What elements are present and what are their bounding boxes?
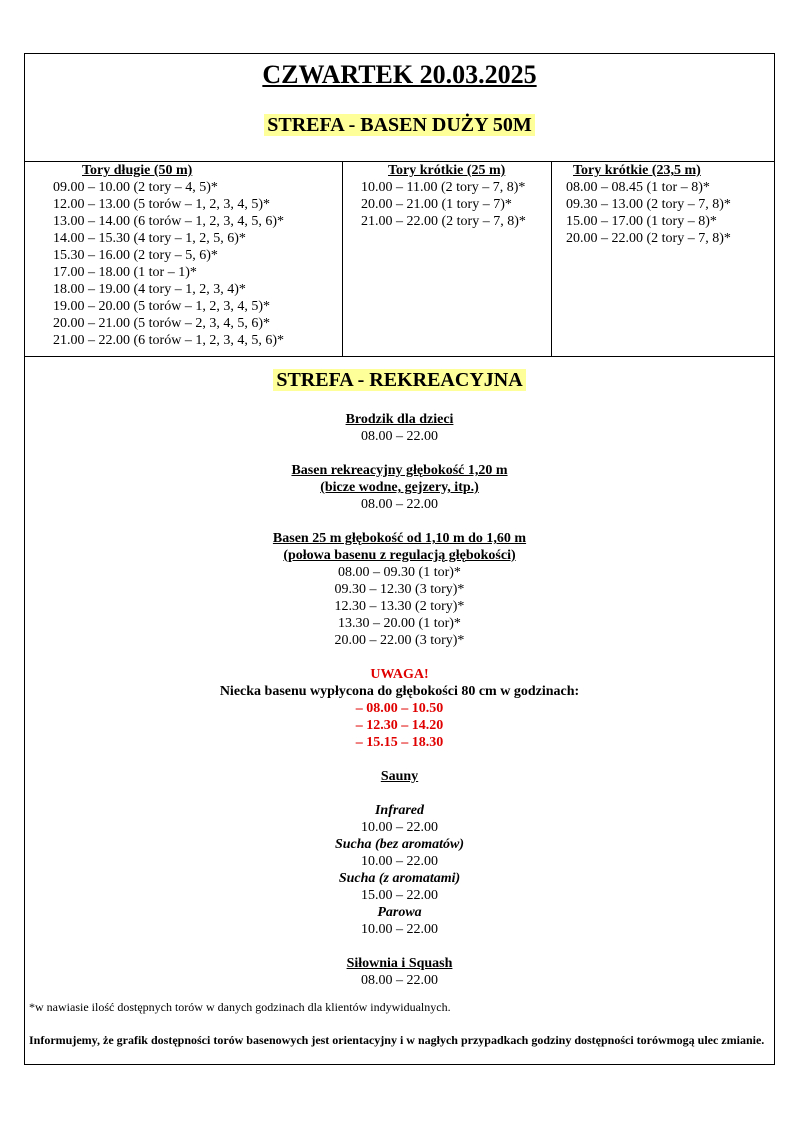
saunas-list (25, 802, 774, 938)
lanes-long-rows (25, 179, 342, 349)
notice-rows (25, 700, 774, 751)
sauna-hours: 15.00 – 22.00 (361, 888, 438, 903)
sauna-name: Parowa (377, 905, 422, 920)
lane-slot: 20.00 – 21.00 (5 torów – 2, 3, 4, 5, 6)* (53, 316, 270, 331)
sauna-hours: 10.00 – 22.00 (361, 820, 438, 835)
lane-slot: 09.00 – 10.00 (2 tory – 4, 5)* (53, 180, 218, 195)
lane-slot: 09.30 – 13.00 (2 tory – 7, 8)* (566, 197, 731, 212)
lane-slot: 13.00 – 14.00 (6 torów – 1, 2, 3, 4, 5, 6)* (53, 214, 284, 229)
kids-pool-hours: 08.00 – 22.00 (361, 429, 438, 444)
gym-hours: 08.00 – 22.00 (361, 973, 438, 988)
pool25-slot: 13.30 – 20.00 (1 tor)* (338, 616, 461, 631)
lane-slot: 15.30 – 16.00 (2 tory – 5, 6)* (53, 248, 218, 263)
notice-slot: – 12.30 – 14.20 (355, 718, 444, 733)
pool25-title: Basen 25 m głębokość od 1,10 m do 1,60 m (272, 531, 527, 546)
pool25-slot: 12.30 – 13.30 (2 tory)* (334, 599, 465, 614)
rec-pool-subtitle: (bicze wodne, gejzery, itp.) (320, 480, 479, 495)
lanes-short235-column (551, 162, 773, 356)
pool25-slot: 08.00 – 09.30 (1 tor)* (338, 565, 461, 580)
pool25-subtitle: (połowa basenu z regulacją głębokości) (283, 548, 516, 563)
lane-slot: 12.00 – 13.00 (5 torów – 1, 2, 3, 4, 5)* (53, 197, 270, 212)
lane-slot: 20.00 – 22.00 (2 tory – 7, 8)* (566, 231, 731, 246)
pool25-slot: 20.00 – 22.00 (3 tory)* (334, 633, 465, 648)
lane-slot: 14.00 – 15.30 (4 tory – 1, 2, 5, 6)* (53, 231, 246, 246)
lanes-long-header: Tory długie (50 m) (82, 163, 193, 178)
notice-title: UWAGA! (370, 667, 429, 682)
lane-slot: 08.00 – 08.45 (1 tor – 8)* (566, 180, 710, 195)
lane-slot: 15.00 – 17.00 (1 tory – 8)* (566, 214, 717, 229)
schedule-frame (24, 53, 775, 1065)
saunas-title: Sauny (380, 769, 419, 784)
lanes-long-column (25, 162, 342, 356)
sauna-name: Sucha (z aromatami) (338, 871, 461, 886)
notice-slot: – 08.00 – 10.50 (355, 701, 444, 716)
sauna-hours: 10.00 – 22.00 (361, 854, 438, 869)
lanes-short235-header: Tory krótkie (23,5 m) (573, 163, 701, 178)
zone-pool-heading (25, 114, 774, 137)
page-title: CZWARTEK 20.03.2025 (262, 60, 537, 89)
lane-slot: 21.00 – 22.00 (2 tory – 7, 8)* (361, 214, 526, 229)
pool25-rows (25, 564, 774, 649)
notice-slot: – 15.15 – 18.30 (355, 735, 444, 750)
zone-rec-label: STREFA - REKREACYJNA (273, 369, 525, 391)
footnote-lanes: *w nawiasie ilość dostępnych torów w danych godzinach dla klientów indywidualnych. (29, 1000, 451, 1014)
rec-pool-title: Basen rekreacyjny głębokość 1,20 m (291, 463, 508, 478)
zone-pool-label: STREFA - BASEN DUŻY 50M (264, 114, 534, 136)
sauna-name: Infrared (374, 803, 424, 818)
lanes-short25-rows (343, 179, 552, 230)
footnote-disclaimer: Informujemy, że grafik dostępności torów basenowych jest orientacyjny i w nagłych przypadkach godziny dostępności torówmogą ulec zmianie. (29, 1033, 765, 1047)
sauna-name: Sucha (bez aromatów) (334, 837, 465, 852)
lane-slot: 21.00 – 22.00 (6 torów – 1, 2, 3, 4, 5, 6)* (53, 333, 284, 348)
pool25-slot: 09.30 – 12.30 (3 tory)* (334, 582, 465, 597)
lane-slot: 10.00 – 11.00 (2 tory – 7, 8)* (361, 180, 526, 195)
gym-title: Siłownia i Squash (346, 956, 453, 971)
lane-slot: 19.00 – 20.00 (5 torów – 1, 2, 3, 4, 5)* (53, 299, 270, 314)
lane-slot: 20.00 – 21.00 (1 tory – 7)* (361, 197, 512, 212)
zone-rec-heading (25, 369, 774, 391)
sauna-hours: 10.00 – 22.00 (361, 922, 438, 937)
lanes-short235-rows (552, 179, 773, 247)
kids-pool-title: Brodzik dla dzieci (345, 412, 454, 427)
lanes-short25-header: Tory krótkie (25 m) (388, 163, 506, 178)
lane-slot: 17.00 – 18.00 (1 tor – 1)* (53, 265, 197, 280)
lanes-table (25, 161, 774, 357)
lane-slot: 18.00 – 19.00 (4 tory – 1, 2, 3, 4)* (53, 282, 246, 297)
notice-text: Niecka basenu wypłycona do głębokości 80 cm w godzinach: (219, 684, 580, 699)
rec-pool-hours: 08.00 – 22.00 (361, 497, 438, 512)
lanes-short25-column (342, 162, 552, 356)
recreation-zone (25, 369, 774, 989)
